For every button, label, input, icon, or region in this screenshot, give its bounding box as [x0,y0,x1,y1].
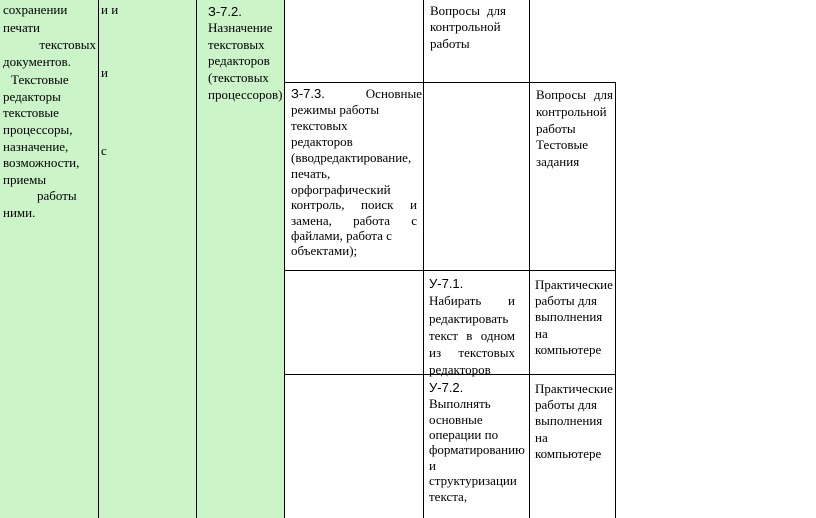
q2-line: работы [536,121,576,136]
u71-word: Набирать [429,293,482,308]
q2-word: Вопросы [536,87,586,102]
u72-line: операции по [429,427,499,442]
u71-word: и [508,293,515,308]
q2-line [536,87,613,103]
grid-line-v2 [196,0,197,518]
grid-line-h1 [284,82,616,83]
z72-line: (текстовых [208,70,269,85]
p1-line: Практические [535,277,613,292]
q2-word: для [593,87,613,102]
z72-line: редакторов [208,53,270,68]
u72-code: У-7.2. [429,380,464,395]
u71-code: У-7.1. [429,276,464,291]
z73-word: замена, [291,213,332,228]
p1-line: компьютере [535,342,602,357]
u71-line [429,293,515,309]
u71-line: редактировать [429,311,509,326]
z73-line: печать, [291,166,331,181]
col1-line: назначение, [3,139,69,154]
grid-line-v5 [529,0,530,518]
p1-line: работы для [535,293,597,308]
u71-word: текст [429,328,458,343]
col2-background [99,0,196,518]
col1-line: работы [37,188,77,203]
p2-line: на [535,430,548,445]
u72-line: основные [429,412,483,427]
col1-line: текстовых [39,37,96,52]
u72-line: структуризации [429,473,517,488]
z73-line: орфографический [291,182,391,197]
p2-line: Практические [535,381,613,396]
u71-word: текстовых [458,345,515,360]
grid-line-h2 [284,270,616,271]
q2-line: задания [536,154,580,169]
p2-line: компьютере [535,446,602,461]
u71-line [429,345,515,361]
p1-line: выполнения [535,309,603,324]
z73-word: Основные [365,86,422,101]
col1-line: текстовые [3,105,59,120]
z73-line: режимы работы [291,102,380,117]
col1-line: приемы [3,172,47,187]
z73-line [291,86,422,102]
p2-line: выполнения [535,413,603,428]
grid-line-v3 [284,0,285,518]
z72-line: Назначение [208,20,273,35]
z73-line: объектами); [291,243,358,258]
u71-word: в [466,328,473,343]
z73-word: с [411,213,417,228]
u72-line: форматированию [429,442,525,457]
z73-word: контроль, [291,197,345,212]
z73-line: файлами, работа с [291,228,392,243]
q2-line: контрольной [536,104,607,119]
u71-line [429,328,515,344]
p1-line: на [535,326,548,341]
z73-word: и [410,197,417,212]
u71-line: редакторов [429,362,491,377]
u72-line: Выполнять [429,396,491,411]
q1-word: для [486,3,506,18]
u71-word: одном [480,328,515,343]
z73-code: З-7.3. [291,86,325,101]
col1-line: ними. [3,205,36,220]
col2-fragment: и [101,65,108,80]
grid-line-v1 [98,0,99,518]
u72-line: текста, [429,489,468,504]
q1-line: контрольной [430,19,501,34]
p2-line: работы для [535,397,597,412]
col1-line: возможности, [3,155,80,170]
grid-line-v4 [423,0,424,518]
col1-line: печати [3,20,41,35]
z72-line: текстовых [208,37,265,52]
z73-word: поиск [360,197,394,212]
col2-fragment: и и [101,2,119,17]
col1-line: редакторы [3,89,61,104]
col1-line: Текстовые [11,72,69,87]
q1-line [430,3,506,19]
col1-line: документов. [3,54,71,69]
z73-line: (вводредактирование, [291,150,412,165]
z72-code: З-7.2. [208,4,242,19]
col2-fragment: с [101,143,107,158]
z73-line [291,213,417,229]
z73-line [291,197,417,213]
u71-word: из [429,345,442,360]
q2-line: Тестовые [536,137,588,152]
q1-word: Вопросы [430,3,480,18]
col1-line: процессоры, [3,122,73,137]
z73-line: текстовых [291,118,348,133]
z72-line: процессоров) [208,87,283,102]
z73-word: работа [353,213,390,228]
col1-line: сохранении [3,2,68,17]
u72-line: и [429,458,436,473]
grid-line-v6 [615,82,616,518]
z73-line: редакторов [291,134,353,149]
q1-line: работы [430,36,470,51]
